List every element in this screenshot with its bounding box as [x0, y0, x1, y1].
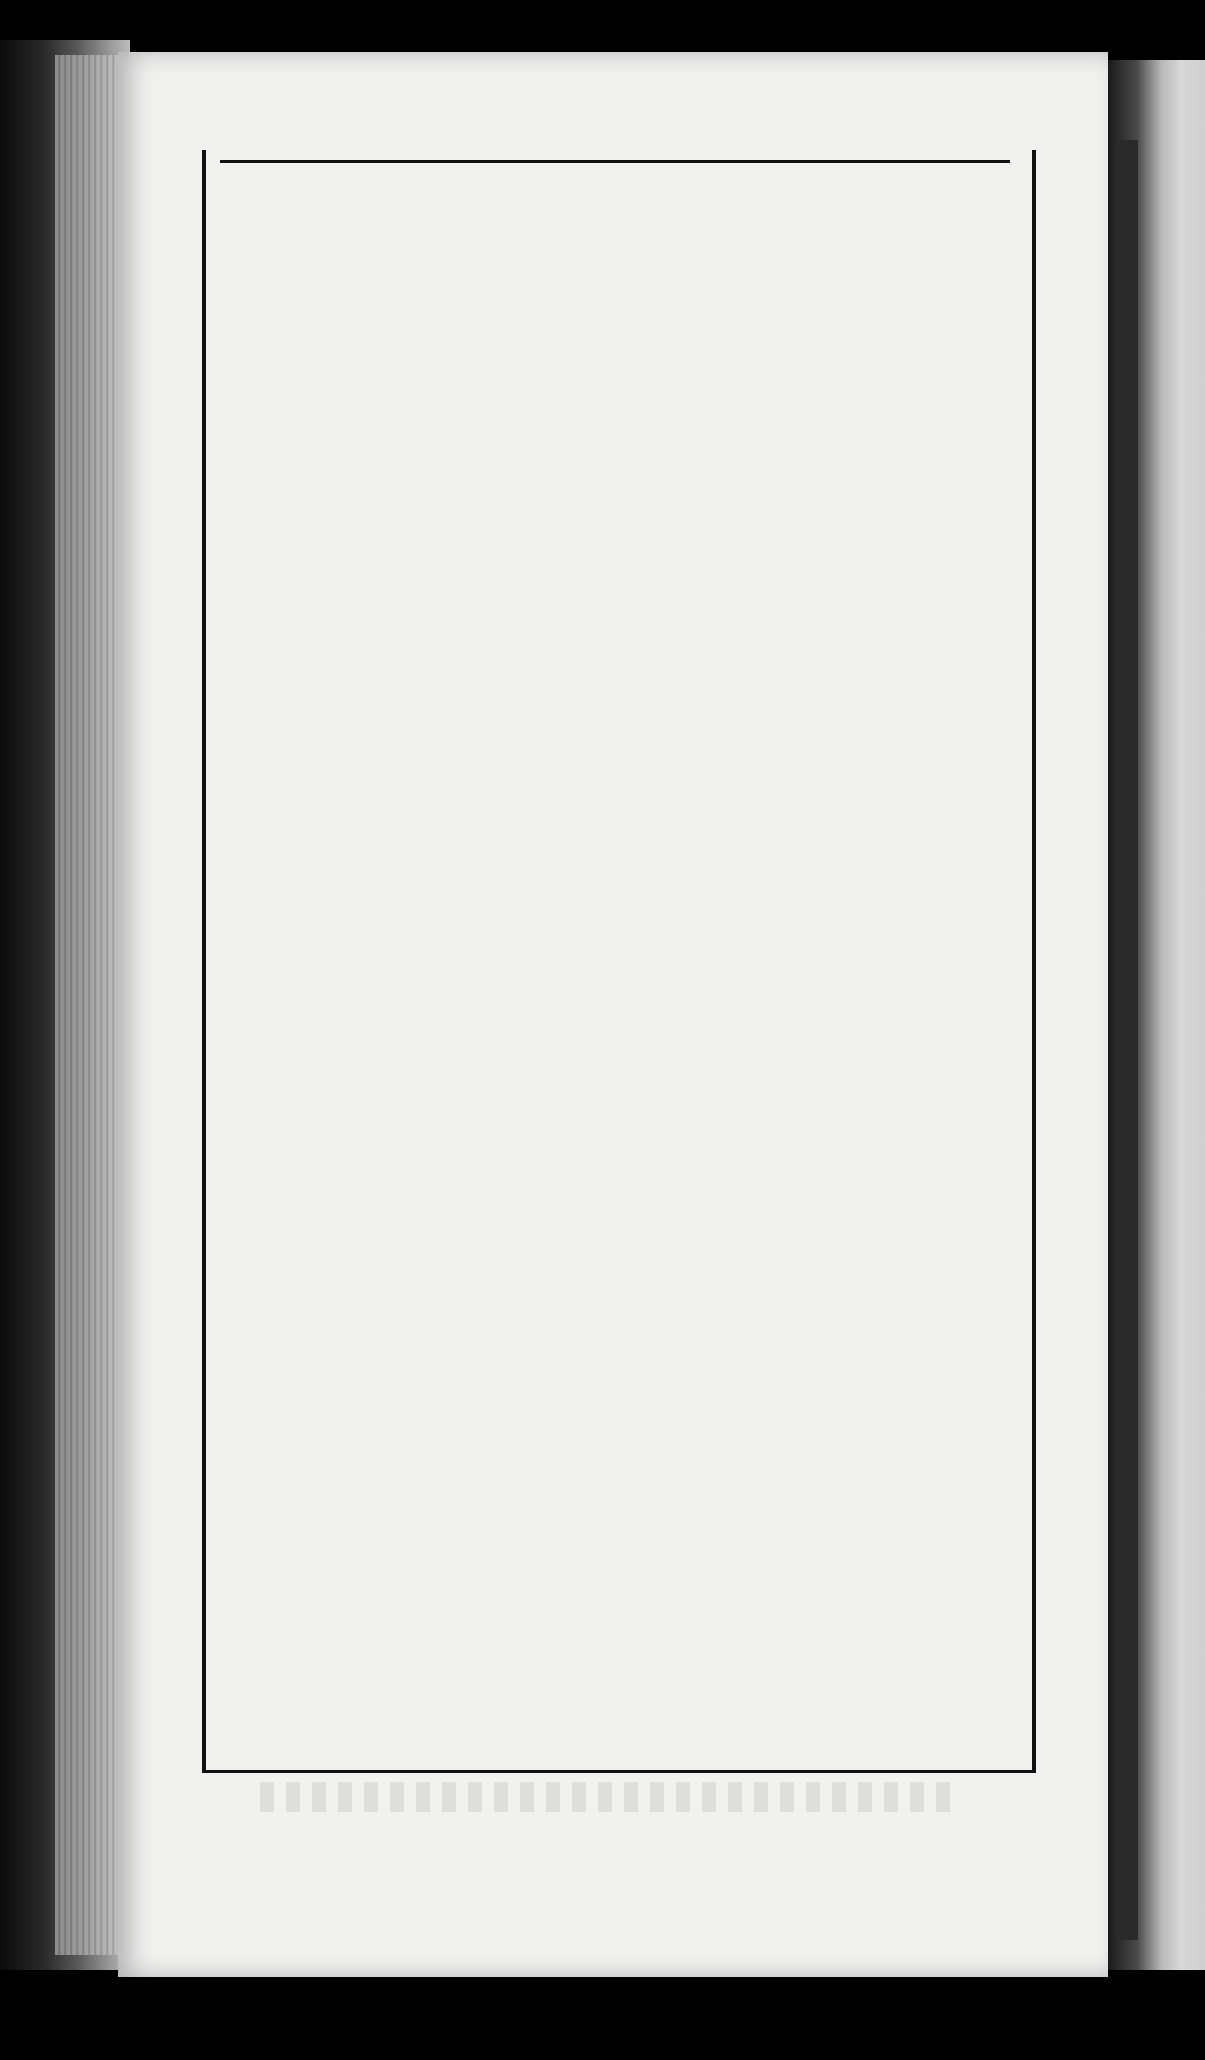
- binding-shadow: [1116, 140, 1138, 1940]
- ink-bleed-through: [260, 1782, 960, 1812]
- page-edges: [55, 55, 125, 1955]
- title-rule: [220, 160, 1010, 163]
- table-frame: [202, 150, 1036, 1773]
- facing-page-edge: [1108, 60, 1205, 1970]
- bottom-rule: [222, 1770, 1012, 1773]
